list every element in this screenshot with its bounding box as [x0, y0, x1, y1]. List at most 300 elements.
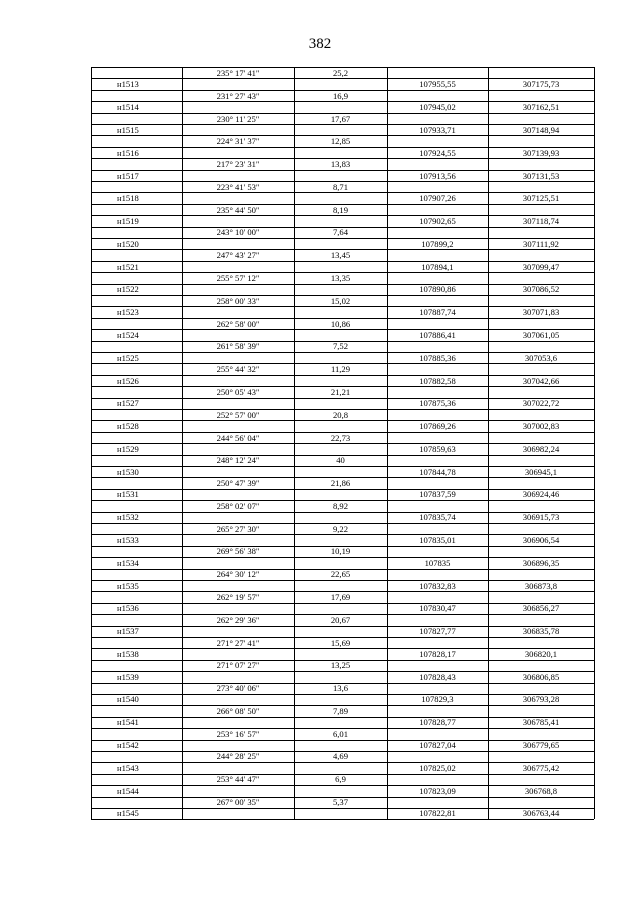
direction-angle-cell: [182, 671, 294, 682]
distance-cell: [294, 785, 387, 796]
y-coordinate-cell: [488, 591, 594, 602]
x-coordinate-cell: 107875,36: [419, 398, 456, 409]
direction-angle-cell: [182, 261, 294, 272]
point-name-cell: н1528: [117, 421, 139, 432]
direction-angle-cell: 266° 08' 50": [216, 705, 260, 716]
y-coordinate-cell: [488, 135, 594, 146]
page-number: 382: [308, 36, 332, 52]
y-coordinate-cell: 307131,53: [522, 170, 560, 181]
x-coordinate-cell: [387, 409, 488, 420]
table-row: [91, 545, 594, 556]
x-coordinate-cell: [387, 568, 488, 579]
table-row: [91, 249, 594, 260]
table-row: [91, 409, 594, 420]
y-coordinate-cell: 306768,8: [524, 785, 558, 796]
point-name-cell: н1529: [117, 443, 139, 454]
table-row: [91, 306, 594, 317]
y-coordinate-cell: 306835,78: [522, 626, 560, 637]
y-coordinate-cell: [488, 409, 594, 420]
point-name-cell: н1540: [117, 694, 139, 705]
table-row: [91, 614, 594, 625]
y-coordinate-cell: [488, 568, 594, 579]
direction-angle-cell: [182, 534, 294, 545]
table-row: [91, 238, 594, 249]
distance-cell: [294, 261, 387, 272]
table-row: [91, 158, 594, 169]
y-coordinate-cell: 306806,85: [522, 671, 560, 682]
table-row: [91, 659, 594, 670]
distance-cell: 4,69: [332, 751, 349, 762]
direction-angle-cell: [182, 78, 294, 89]
column-divider: [594, 67, 595, 819]
distance-cell: 6,9: [335, 774, 346, 785]
distance-cell: [294, 466, 387, 477]
point-name-cell: н1534: [117, 557, 139, 568]
point-name-cell: н1545: [117, 808, 139, 819]
distance-cell: 13,35: [330, 273, 351, 284]
direction-angle-cell: 250° 05' 43": [216, 386, 260, 397]
direction-angle-cell: [182, 807, 294, 818]
y-coordinate-cell: [488, 113, 594, 124]
table-row: [91, 602, 594, 613]
table-row: [91, 135, 594, 146]
direction-angle-cell: [182, 488, 294, 499]
point-name-cell: н1538: [117, 648, 139, 659]
distance-cell: [294, 329, 387, 340]
x-coordinate-cell: [387, 682, 488, 693]
direction-angle-cell: [182, 375, 294, 386]
direction-angle-cell: 231° 27' 43": [216, 90, 260, 101]
point-name-cell: н1541: [117, 717, 139, 728]
distance-cell: [294, 306, 387, 317]
distance-cell: 13,45: [330, 250, 351, 261]
table-row: [91, 375, 594, 386]
direction-angle-cell: [182, 762, 294, 773]
y-coordinate-cell: 307162,51: [522, 102, 560, 113]
table-row: [91, 181, 594, 192]
table-row: [91, 397, 594, 408]
distance-cell: 17,69: [330, 591, 351, 602]
x-coordinate-cell: 107894,1: [421, 261, 454, 272]
x-coordinate-cell: 107829,3: [421, 694, 454, 705]
y-coordinate-cell: [488, 272, 594, 283]
y-coordinate-cell: [488, 226, 594, 237]
x-coordinate-cell: [387, 67, 488, 78]
x-coordinate-cell: 107827,04: [419, 740, 456, 751]
x-coordinate-cell: [387, 340, 488, 351]
table-row: [91, 352, 594, 363]
distance-cell: 10,86: [330, 318, 351, 329]
x-coordinate-cell: 107835,74: [419, 512, 456, 523]
x-coordinate-cell: 107913,56: [419, 170, 456, 181]
direction-angle-cell: 250° 47' 39": [216, 478, 260, 489]
table-row: [91, 693, 594, 704]
y-coordinate-cell: [488, 318, 594, 329]
point-name-cell: н1530: [117, 466, 139, 477]
y-coordinate-cell: [488, 67, 594, 78]
distance-cell: 10,19: [330, 546, 351, 557]
y-coordinate-cell: [488, 728, 594, 739]
x-coordinate-cell: 107899,2: [421, 238, 454, 249]
point-name-cell: н1522: [117, 284, 139, 295]
table-row: [91, 739, 594, 750]
distance-cell: [294, 739, 387, 750]
x-coordinate-cell: 107945,02: [419, 102, 456, 113]
y-coordinate-cell: [488, 773, 594, 784]
y-coordinate-cell: 306896,35: [522, 557, 560, 568]
distance-cell: 15,02: [330, 295, 351, 306]
x-coordinate-cell: [387, 454, 488, 465]
y-coordinate-cell: [488, 454, 594, 465]
distance-cell: 25,2: [332, 68, 349, 78]
x-coordinate-cell: 107827,77: [419, 626, 456, 637]
table-row: [91, 671, 594, 682]
x-coordinate-cell: [387, 204, 488, 215]
row-divider: [91, 819, 594, 820]
table-row: [91, 728, 594, 739]
point-name-cell: н1519: [117, 216, 139, 227]
x-coordinate-cell: 107955,55: [419, 79, 456, 90]
point-name-cell: н1531: [117, 489, 139, 500]
direction-angle-cell: 262° 58' 00": [216, 318, 260, 329]
x-coordinate-cell: [387, 750, 488, 761]
table-row: [91, 432, 594, 443]
distance-cell: 21,21: [330, 386, 351, 397]
direction-angle-cell: 255° 44' 32": [216, 364, 260, 375]
y-coordinate-cell: 306793,28: [522, 694, 560, 705]
x-coordinate-cell: 107837,59: [419, 489, 456, 500]
table-row: [91, 90, 594, 101]
direction-angle-cell: [182, 466, 294, 477]
y-coordinate-cell: [488, 614, 594, 625]
y-coordinate-cell: [488, 295, 594, 306]
table-row: [91, 500, 594, 511]
table-row: [91, 488, 594, 499]
y-coordinate-cell: 307071,83: [522, 307, 560, 318]
y-coordinate-cell: 307125,51: [522, 193, 560, 204]
x-coordinate-cell: [387, 226, 488, 237]
point-name-cell: н1537: [117, 626, 139, 637]
y-coordinate-cell: 306915,73: [522, 512, 560, 523]
direction-angle-cell: 269° 56' 38": [216, 546, 260, 557]
x-coordinate-cell: 107933,71: [419, 124, 456, 135]
y-coordinate-cell: 307111,92: [523, 238, 559, 249]
direction-angle-cell: 265° 27' 30": [216, 523, 260, 534]
y-coordinate-cell: 306924,46: [522, 489, 560, 500]
point-name-cell: н1523: [117, 307, 139, 318]
direction-angle-cell: [182, 215, 294, 226]
table-row: [91, 261, 594, 272]
y-coordinate-cell: [488, 682, 594, 693]
distance-cell: 17,67: [330, 113, 351, 124]
x-coordinate-cell: [387, 272, 488, 283]
y-coordinate-cell: [488, 363, 594, 374]
y-coordinate-cell: 307002,83: [522, 421, 560, 432]
direction-angle-cell: [182, 557, 294, 568]
direction-angle-cell: [182, 625, 294, 636]
direction-angle-cell: [182, 283, 294, 294]
direction-angle-cell: 262° 19' 57": [216, 591, 260, 602]
y-coordinate-cell: [488, 249, 594, 260]
table-row: [91, 580, 594, 591]
distance-cell: 12,85: [330, 136, 351, 147]
x-coordinate-cell: 107830,47: [419, 603, 456, 614]
x-coordinate-cell: [387, 295, 488, 306]
table-row: [91, 363, 594, 374]
table-row: [91, 637, 594, 648]
point-name-cell: н1543: [117, 762, 139, 773]
y-coordinate-cell: 307053,6: [524, 352, 558, 363]
table-row: [91, 511, 594, 522]
y-coordinate-cell: 306820,1: [524, 648, 558, 659]
x-coordinate-cell: 107886,41: [419, 329, 456, 340]
x-coordinate-cell: 107832,83: [419, 580, 456, 591]
direction-angle-cell: [182, 101, 294, 112]
distance-cell: 20,67: [330, 614, 351, 625]
direction-angle-cell: 223° 41' 53": [216, 181, 260, 192]
point-name-cell: н1527: [117, 398, 139, 409]
y-coordinate-cell: [488, 181, 594, 192]
distance-cell: 9,22: [332, 523, 349, 534]
table-row: [91, 534, 594, 545]
x-coordinate-cell: [387, 614, 488, 625]
point-name-cell: н1518: [117, 193, 139, 204]
distance-cell: 7,64: [332, 227, 349, 238]
y-coordinate-cell: 307175,73: [522, 79, 560, 90]
table-row: [91, 272, 594, 283]
x-coordinate-cell: [387, 386, 488, 397]
table-row: [91, 101, 594, 112]
table-row: [91, 443, 594, 454]
distance-cell: 40: [336, 455, 345, 466]
distance-cell: 7,89: [332, 705, 349, 716]
y-coordinate-cell: [488, 90, 594, 101]
direction-angle-cell: [182, 238, 294, 249]
x-coordinate-cell: 107859,63: [419, 443, 456, 454]
table-row: [91, 318, 594, 329]
direction-angle-cell: 244° 28' 25": [216, 751, 260, 762]
x-coordinate-cell: 107924,55: [419, 147, 456, 158]
point-name-cell: н1524: [117, 329, 139, 340]
point-name-cell: н1520: [117, 238, 139, 249]
x-coordinate-cell: 107835,01: [419, 535, 456, 546]
y-coordinate-cell: [488, 340, 594, 351]
distance-cell: [294, 671, 387, 682]
distance-cell: [294, 807, 387, 818]
distance-cell: 5,37: [332, 797, 349, 807]
direction-angle-cell: 271° 27' 41": [216, 637, 260, 648]
x-coordinate-cell: [387, 135, 488, 146]
distance-cell: [294, 693, 387, 704]
y-coordinate-cell: [488, 158, 594, 169]
point-name-cell: н1526: [117, 375, 139, 386]
point-name-cell: н1533: [117, 535, 139, 546]
y-coordinate-cell: 306785,41: [522, 717, 560, 728]
point-name-cell: н1536: [117, 603, 139, 614]
distance-cell: 8,19: [332, 204, 349, 215]
x-coordinate-cell: [387, 659, 488, 670]
x-coordinate-cell: 107885,36: [419, 352, 456, 363]
y-coordinate-cell: [488, 477, 594, 488]
table-row: [91, 78, 594, 89]
direction-angle-cell: 258° 00' 33": [216, 295, 260, 306]
x-coordinate-cell: 107828,77: [419, 717, 456, 728]
direction-angle-cell: 235° 44' 50": [216, 204, 260, 215]
direction-angle-cell: 243° 10' 00": [216, 227, 260, 238]
point-name-cell: н1539: [117, 671, 139, 682]
direction-angle-cell: [182, 329, 294, 340]
distance-cell: [294, 124, 387, 135]
y-coordinate-cell: [488, 750, 594, 761]
y-coordinate-cell: 306763,44: [522, 808, 560, 819]
point-name-cell: н1514: [117, 102, 139, 113]
x-coordinate-cell: [387, 181, 488, 192]
distance-cell: [294, 602, 387, 613]
table-row: [91, 466, 594, 477]
y-coordinate-cell: [488, 500, 594, 511]
y-coordinate-cell: 307061,05: [522, 329, 560, 340]
distance-cell: [294, 170, 387, 181]
x-coordinate-cell: 107907,26: [419, 193, 456, 204]
table-row: [91, 762, 594, 773]
direction-angle-cell: [182, 716, 294, 727]
x-coordinate-cell: [387, 591, 488, 602]
y-coordinate-cell: 306779,65: [522, 740, 560, 751]
distance-cell: 7,52: [332, 341, 349, 352]
y-coordinate-cell: 307022,72: [522, 398, 560, 409]
x-coordinate-cell: 107844,78: [419, 466, 456, 477]
direction-angle-cell: [182, 352, 294, 363]
distance-cell: [294, 648, 387, 659]
x-coordinate-cell: [387, 90, 488, 101]
x-coordinate-cell: 107882,58: [419, 375, 456, 386]
distance-cell: 22,65: [330, 569, 351, 580]
distance-cell: [294, 488, 387, 499]
table-row: [91, 591, 594, 602]
direction-angle-cell: [182, 602, 294, 613]
table-row: [91, 750, 594, 761]
table-row: [91, 477, 594, 488]
distance-cell: [294, 580, 387, 591]
x-coordinate-cell: 107825,02: [419, 762, 456, 773]
x-coordinate-cell: 107887,74: [419, 307, 456, 318]
table-row: [91, 226, 594, 237]
coordinates-table: [91, 67, 594, 819]
x-coordinate-cell: [387, 545, 488, 556]
y-coordinate-cell: 306856,27: [522, 603, 560, 614]
x-coordinate-cell: 107822,81: [419, 808, 456, 819]
point-name-cell: н1516: [117, 147, 139, 158]
distance-cell: [294, 420, 387, 431]
distance-cell: 13,25: [330, 660, 351, 671]
table-row: [91, 329, 594, 340]
direction-angle-cell: [182, 580, 294, 591]
x-coordinate-cell: 107835: [424, 557, 451, 568]
point-name-cell: н1535: [117, 580, 139, 591]
table-row: [91, 454, 594, 465]
table-row: [91, 170, 594, 181]
direction-angle-cell: [182, 124, 294, 135]
distance-cell: [294, 352, 387, 363]
table-row: [91, 568, 594, 579]
table-row: [91, 147, 594, 158]
x-coordinate-cell: [387, 432, 488, 443]
y-coordinate-cell: 307042,66: [522, 375, 560, 386]
direction-angle-cell: [182, 306, 294, 317]
direction-angle-cell: 264° 30' 12": [216, 569, 260, 580]
distance-cell: [294, 78, 387, 89]
distance-cell: [294, 511, 387, 522]
point-name-cell: н1544: [117, 785, 139, 796]
table-row: [91, 283, 594, 294]
direction-angle-cell: [182, 511, 294, 522]
point-name-cell: н1515: [117, 124, 139, 135]
table-row: [91, 113, 594, 124]
point-name-cell: н1521: [117, 261, 139, 272]
table-row: [91, 682, 594, 693]
direction-angle-cell: 230° 11' 25": [216, 113, 260, 124]
table-row: [91, 807, 594, 818]
distance-cell: [294, 192, 387, 203]
table-row: [91, 523, 594, 534]
x-coordinate-cell: [387, 796, 488, 807]
distance-cell: 15,69: [330, 637, 351, 648]
distance-cell: [294, 283, 387, 294]
y-coordinate-cell: [488, 796, 594, 807]
direction-angle-cell: 253° 16' 57": [216, 728, 260, 739]
x-coordinate-cell: [387, 249, 488, 260]
direction-angle-cell: 244° 56' 04": [216, 432, 260, 443]
y-coordinate-cell: [488, 545, 594, 556]
direction-angle-cell: [182, 147, 294, 158]
distance-cell: 13,83: [330, 159, 351, 170]
x-coordinate-cell: 107823,09: [419, 785, 456, 796]
direction-angle-cell: 217° 23' 31": [216, 159, 260, 170]
distance-cell: [294, 397, 387, 408]
x-coordinate-cell: [387, 158, 488, 169]
distance-cell: 22,73: [330, 432, 351, 443]
x-coordinate-cell: 107902,65: [419, 216, 456, 227]
table-row: [91, 716, 594, 727]
y-coordinate-cell: [488, 432, 594, 443]
table-row: [91, 124, 594, 135]
direction-angle-cell: 235° 17' 41": [216, 68, 260, 78]
direction-angle-cell: [182, 785, 294, 796]
distance-cell: 13,6: [332, 683, 349, 694]
table-row: [91, 796, 594, 807]
distance-cell: [294, 375, 387, 386]
direction-angle-cell: [182, 170, 294, 181]
point-name-cell: н1513: [117, 79, 139, 90]
x-coordinate-cell: [387, 500, 488, 511]
table-row: [91, 340, 594, 351]
direction-angle-cell: [182, 693, 294, 704]
distance-cell: [294, 215, 387, 226]
point-name-cell: н1525: [117, 352, 139, 363]
y-coordinate-cell: 306906,54: [522, 535, 560, 546]
distance-cell: [294, 101, 387, 112]
y-coordinate-cell: 307099,47: [522, 261, 560, 272]
y-coordinate-cell: 307118,74: [522, 216, 560, 227]
distance-cell: [294, 557, 387, 568]
table-row: [91, 420, 594, 431]
direction-angle-cell: 255° 57' 12": [216, 273, 260, 284]
direction-angle-cell: 267° 00' 35": [216, 797, 260, 807]
point-name-cell: н1517: [117, 170, 139, 181]
direction-angle-cell: 248° 12' 24": [216, 455, 260, 466]
direction-angle-cell: 247° 43' 27": [216, 250, 260, 261]
distance-cell: 8,92: [332, 500, 349, 511]
